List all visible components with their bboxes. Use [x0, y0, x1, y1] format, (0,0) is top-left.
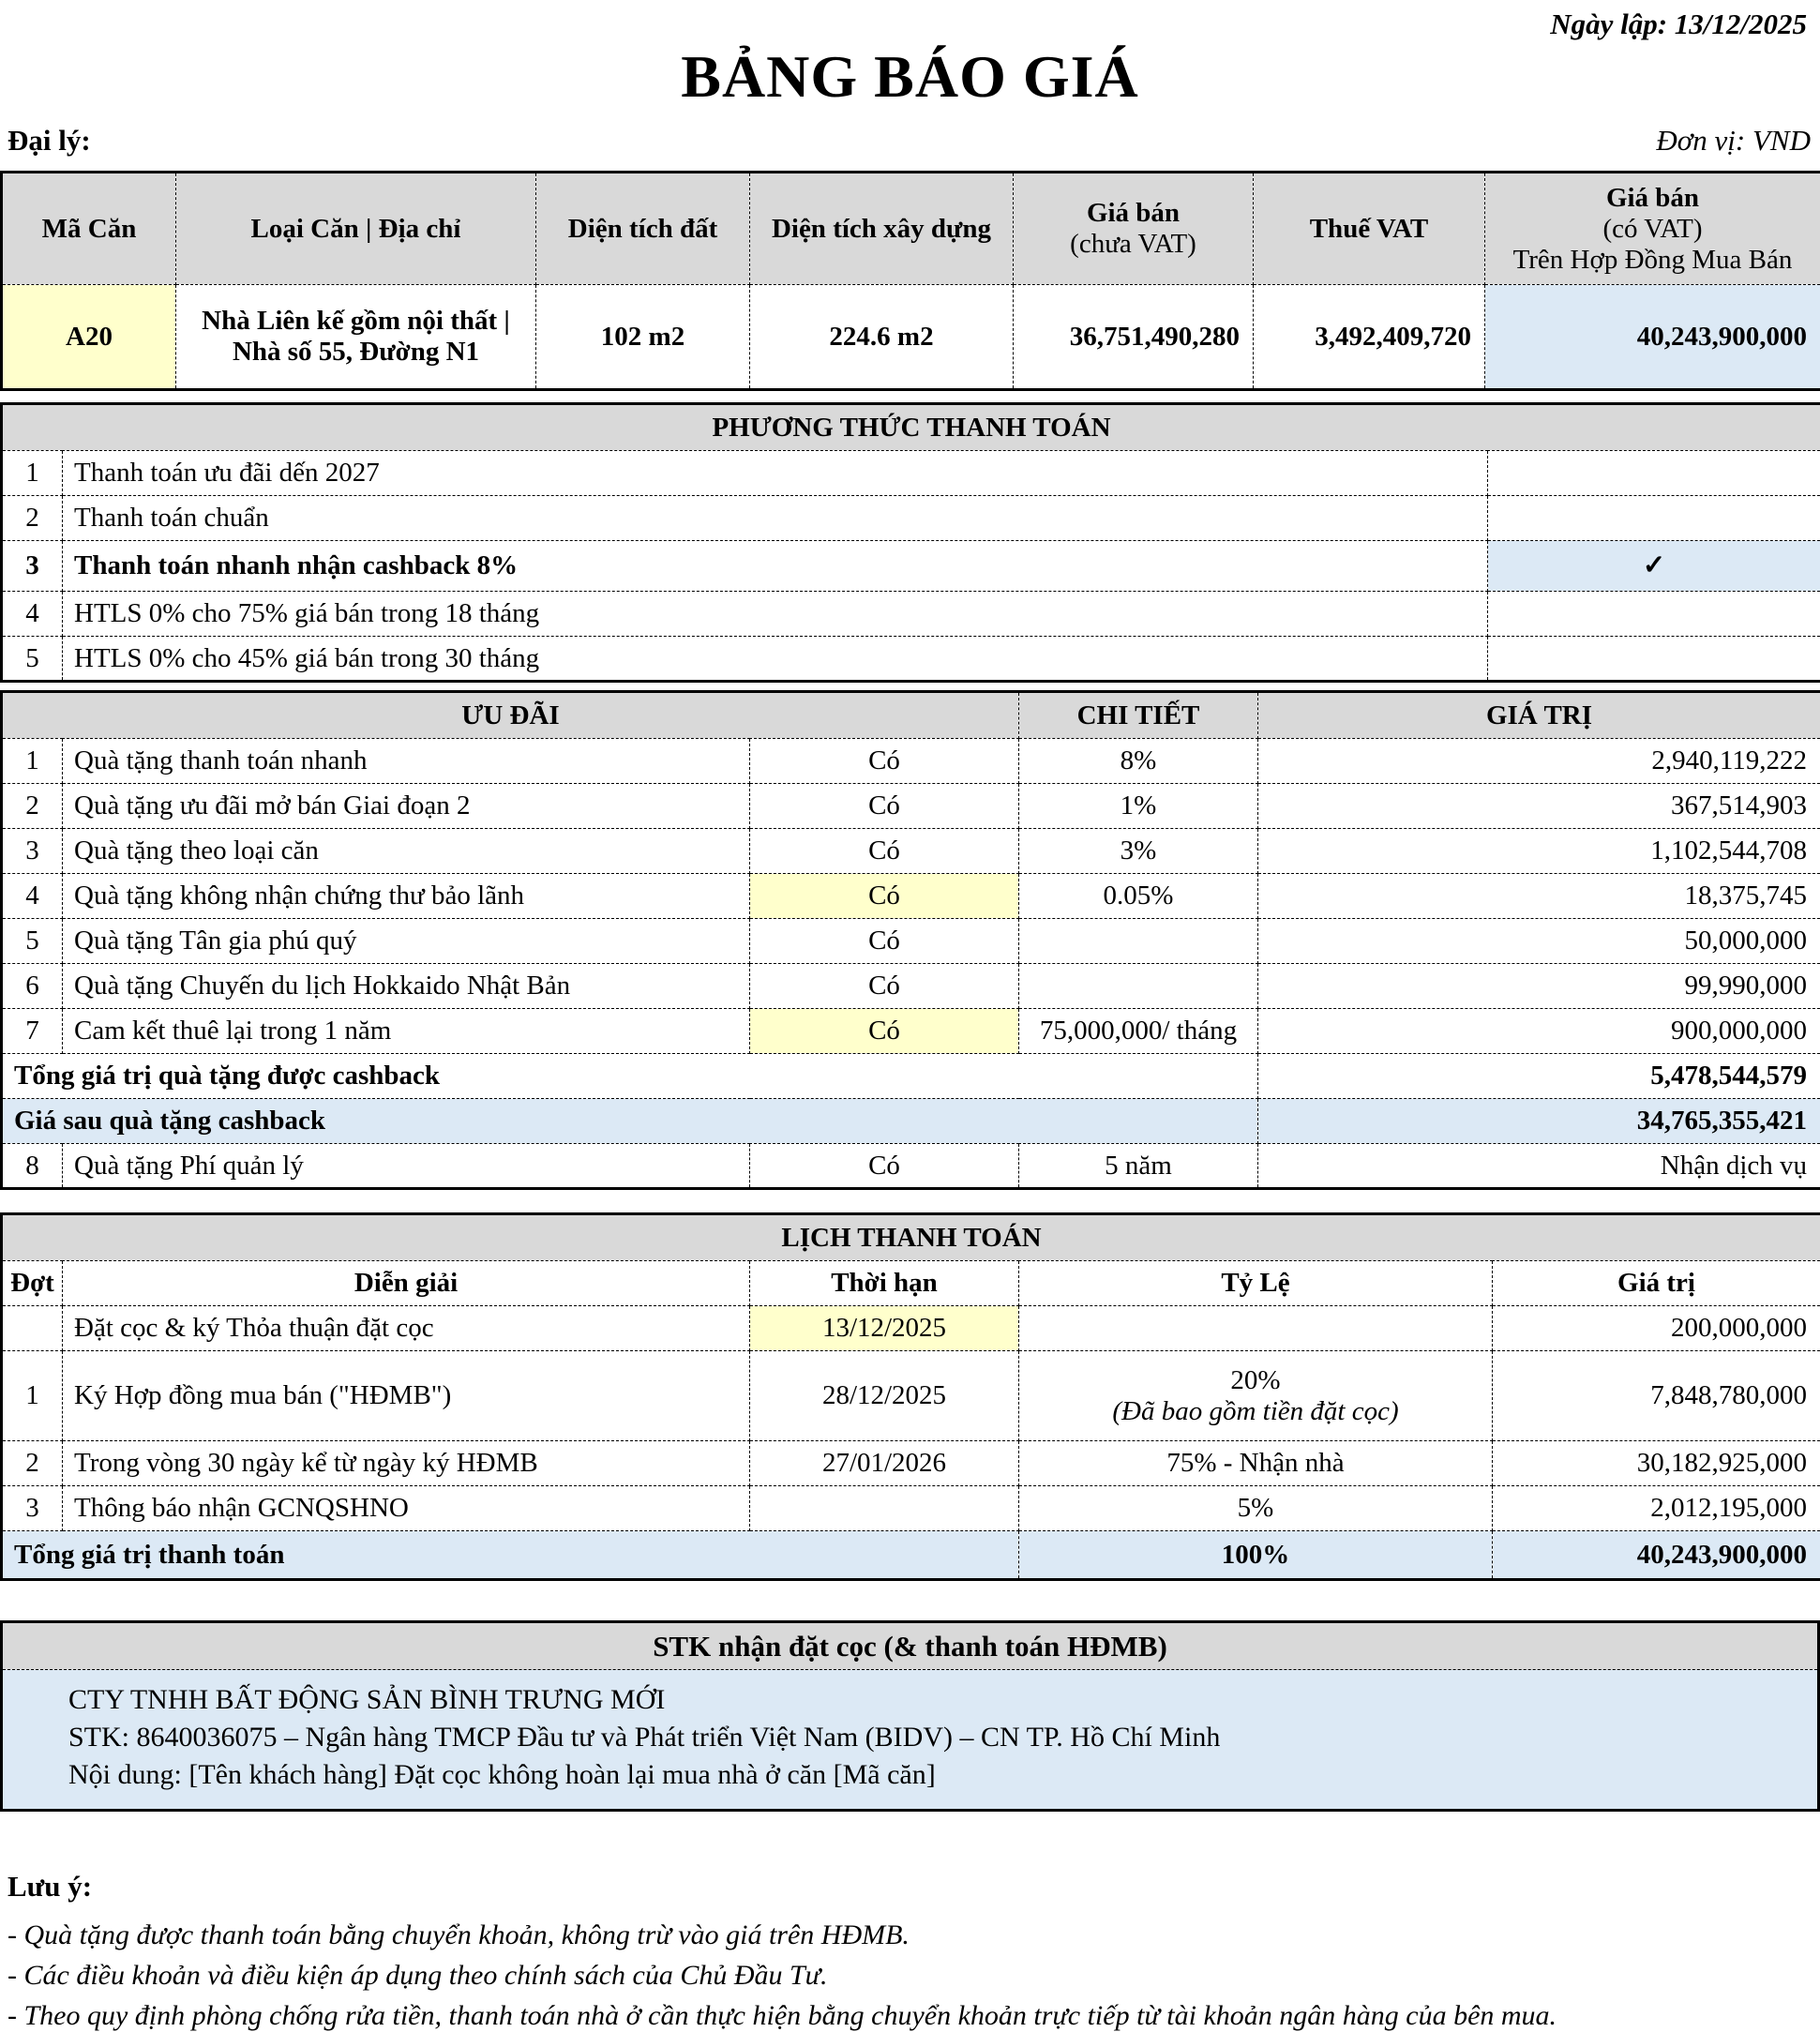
sched-desc: Ký Hợp đồng mua bán ("HĐMB") [63, 1351, 750, 1441]
schedule-header-row [2, 1261, 1820, 1306]
sched-header-dot: Đợt [2, 1261, 63, 1306]
pm-label: HTLS 0% cho 45% giá bán trong 30 tháng [63, 637, 1488, 682]
inc-detail: 5 năm [1019, 1144, 1258, 1189]
pm-label: HTLS 0% cho 75% giá bán trong 18 tháng [63, 592, 1488, 637]
sched-header-rate: Tỷ Lệ [1019, 1261, 1493, 1306]
incentives-value-header: GIÁ TRỊ [1258, 692, 1820, 739]
inc-no: 8 [2, 1144, 63, 1189]
sched-dot: 1 [2, 1351, 63, 1441]
payment-schedule-table [0, 1212, 1820, 1581]
payment-methods-table [0, 402, 1820, 683]
inc-no: 7 [2, 1009, 63, 1054]
vat-cell: 3,492,409,720 [1254, 285, 1485, 390]
inc-value: 900,000,000 [1258, 1009, 1820, 1054]
sched-value: 200,000,000 [1493, 1306, 1820, 1351]
inc-value: 367,514,903 [1258, 784, 1820, 829]
incentives-header-row [2, 692, 1820, 739]
price-after-cashback-row [2, 1099, 1820, 1144]
pm-no: 2 [2, 496, 63, 541]
land-area-cell: 102 m2 [536, 285, 750, 390]
inc-value: 2,940,119,222 [1258, 739, 1820, 784]
property-table [0, 171, 1820, 391]
inc-has: Có [750, 919, 1019, 964]
notes-title: Lưu ý: [8, 1870, 93, 1903]
inc-value: 50,000,000 [1258, 919, 1820, 964]
sched-date: 27/01/2026 [750, 1441, 1019, 1486]
sched-header-desc: Diễn giải [63, 1261, 750, 1306]
inc-has: Có [750, 1144, 1019, 1189]
inc-value: 18,375,745 [1258, 874, 1820, 919]
schedule-row [2, 1441, 1820, 1486]
schedule-total-row [2, 1531, 1820, 1580]
sched-dot [2, 1306, 63, 1351]
incentives-total-label: Tổng giá trị quà tặng được cashback [2, 1054, 1258, 1099]
sched-value: 30,182,925,000 [1493, 1441, 1820, 1486]
schedule-title: LỊCH THANH TOÁN [2, 1214, 1820, 1261]
price-after-cashback-label: Giá sau quà tặng cashback [2, 1099, 1258, 1144]
property-data-row [2, 285, 1820, 390]
inc-label: Quà tặng Phí quản lý [63, 1144, 750, 1189]
inc-detail: 75,000,000/ tháng [1019, 1009, 1258, 1054]
note-item: - Quà tặng được thanh toán bằng chuyển khoản, không trừ vào giá trên HĐMB. [8, 1919, 910, 1950]
page-title: BẢNG BÁO GIÁ [681, 43, 1139, 110]
incentive-row [2, 874, 1820, 919]
incentive-row [2, 829, 1820, 874]
pm-no: 1 [2, 451, 63, 496]
sched-rate: 5% [1019, 1486, 1493, 1531]
sched-rate [1019, 1306, 1493, 1351]
sched-header-date: Thời hạn [750, 1261, 1019, 1306]
sched-value: 2,012,195,000 [1493, 1486, 1820, 1531]
schedule-total-value: 40,243,900,000 [1493, 1531, 1820, 1580]
inc-label: Cam kết thuê lại trong 1 năm [63, 1009, 750, 1054]
sched-rate-note: (Đã bao gồm tiền đặt cọc) [1112, 1395, 1399, 1426]
incentive-row [2, 739, 1820, 784]
inc-detail [1019, 964, 1258, 1009]
inc-detail: 1% [1019, 784, 1258, 829]
pm-no: 4 [2, 592, 63, 637]
sched-date [750, 1486, 1019, 1531]
header-gia-ban-line1: Giá bán [1086, 198, 1181, 228]
note-item: - Theo quy định phòng chống rửa tiền, thanh toán nhà ở cần thực hiện bằng chuyển khoản trực tiếp từ tài khoản ngân hàng của bên mua. [8, 2000, 1557, 2031]
sched-desc: Trong vòng 30 ngày kể từ ngày ký HĐMB [63, 1441, 750, 1486]
meta-row [0, 122, 1820, 159]
sched-value: 7,848,780,000 [1493, 1351, 1820, 1441]
sched-rate-percent: 20% [1230, 1364, 1281, 1395]
sched-dot: 2 [2, 1441, 63, 1486]
incentive-row [2, 1144, 1820, 1189]
sched-desc: Thông báo nhận GCNQSHNO [63, 1486, 750, 1531]
inc-detail: 3% [1019, 829, 1258, 874]
unit-type-line1: Nhà Liên kế gồm nội thất | [202, 306, 510, 336]
inc-has: Có [750, 964, 1019, 1009]
pm-mark-cell [1488, 637, 1820, 682]
sched-rate [1019, 1351, 1493, 1441]
dealer-label: Đại lý: [8, 124, 91, 157]
inc-detail: 8% [1019, 739, 1258, 784]
inc-has: Có [750, 829, 1019, 874]
built-area-cell: 224.6 m2 [750, 285, 1014, 390]
inc-no: 3 [2, 829, 63, 874]
payment-method-row-selected [2, 541, 1820, 592]
payment-method-row [2, 451, 1820, 496]
inc-label: Quà tặng ưu đãi mở bán Giai đoạn 2 [63, 784, 750, 829]
company-name: CTY TNHH BẤT ĐỘNG SẢN BÌNH TRƯNG MỚI [68, 1684, 666, 1715]
incentives-total-row [2, 1054, 1820, 1099]
unit-type-line2: Nhà số 55, Đường N1 [232, 337, 480, 367]
pm-no: 3 [2, 541, 63, 592]
sched-date-highlighted[interactable]: 13/12/2025 [750, 1306, 1019, 1351]
schedule-total-rate: 100% [1019, 1531, 1493, 1580]
pm-label: Thanh toán chuẩn [63, 496, 1488, 541]
sched-header-value: Giá trị [1493, 1261, 1820, 1306]
deposit-account-box [0, 1620, 1820, 1812]
pm-mark-cell [1488, 496, 1820, 541]
inc-value: 1,102,544,708 [1258, 829, 1820, 874]
inc-label: Quà tặng Chuyến du lịch Hokkaido Nhật Bản [63, 964, 750, 1009]
note-item: - Các điều khoản và điều kiện áp dụng theo chính sách của Chủ Đầu Tư. [8, 1960, 828, 1991]
inc-has: Có [750, 784, 1019, 829]
header-ma-can: Mã Căn [2, 173, 176, 285]
pm-no: 5 [2, 637, 63, 682]
incentive-row [2, 919, 1820, 964]
header-thue-vat: Thuế VAT [1254, 173, 1485, 285]
sched-rate: 75% - Nhận nhà [1019, 1441, 1493, 1486]
inc-value: 99,990,000 [1258, 964, 1820, 1009]
quote-date: Ngày lập: 13/12/2025 [1550, 8, 1807, 40]
inc-no: 5 [2, 919, 63, 964]
transfer-note-template: Nội dung: [Tên khách hàng] Đặt cọc không hoàn lại mua nhà ở căn [Mã căn] [68, 1759, 936, 1790]
header-gia-ban-line2: (chưa VAT) [1070, 229, 1196, 259]
deposit-account-details [3, 1670, 1817, 1809]
schedule-row [2, 1486, 1820, 1531]
pm-mark-cell [1488, 451, 1820, 496]
pm-label: Thanh toán ưu đãi dến 2027 [63, 451, 1488, 496]
inc-no: 4 [2, 874, 63, 919]
inc-no: 1 [2, 739, 63, 784]
header-gia-co-vat-line1: Giá bán [1605, 182, 1700, 213]
property-header-row [2, 173, 1820, 285]
pm-label: Thanh toán nhanh nhận cashback 8% [63, 541, 1488, 592]
header-gia-co-vat-line2: (có VAT) [1602, 213, 1703, 244]
inc-no: 2 [2, 784, 63, 829]
schedule-total-label: Tổng giá trị thanh toán [2, 1531, 1019, 1580]
header-loai-can: Loại Căn | Địa chỉ [176, 173, 536, 285]
bank-account-info: STK: 8640036075 – Ngân hàng TMCP Đầu tư và Phát triển Việt Nam (BIDV) – CN TP. Hồ Chí Minh [68, 1722, 1221, 1753]
payment-method-row [2, 592, 1820, 637]
inc-label: Quà tặng Tân gia phú quý [63, 919, 750, 964]
inc-detail [1019, 919, 1258, 964]
header-gia-ban-chua-vat [1014, 173, 1254, 285]
inc-label: Quà tặng theo loại căn [63, 829, 750, 874]
inc-has-highlighted[interactable]: Có [750, 874, 1019, 919]
unit-label: Đơn vị: VND [1656, 124, 1811, 157]
sched-date: 28/12/2025 [750, 1351, 1019, 1441]
price-with-vat-cell: 40,243,900,000 [1485, 285, 1820, 390]
inc-has: Có [750, 739, 1019, 784]
header-dien-tich-xay-dung: Diện tích xây dựng [750, 173, 1014, 285]
incentives-title: ƯU ĐÃI [2, 692, 1019, 739]
incentives-table [0, 690, 1820, 1190]
incentives-total-value: 5,478,544,579 [1258, 1054, 1820, 1099]
deposit-account-title: STK nhận đặt cọc (& thanh toán HĐMB) [3, 1623, 1817, 1670]
unit-type-address-cell [176, 285, 536, 390]
payment-methods-title: PHƯƠNG THỨC THANH TOÁN [2, 404, 1820, 451]
incentive-row [2, 784, 1820, 829]
payment-method-row [2, 496, 1820, 541]
payment-method-selected-checkmark[interactable]: ✓ [1488, 541, 1820, 592]
schedule-row-deposit [2, 1306, 1820, 1351]
sched-dot: 3 [2, 1486, 63, 1531]
incentives-detail-header: CHI TIẾT [1019, 692, 1258, 739]
sched-desc: Đặt cọc & ký Thỏa thuận đặt cọc [63, 1306, 750, 1351]
header-gia-co-vat-line3: Trên Hợp Đồng Mua Bán [1512, 244, 1793, 275]
pm-mark-cell [1488, 592, 1820, 637]
inc-label: Quà tặng không nhận chứng thư bảo lãnh [63, 874, 750, 919]
inc-value: Nhận dịch vụ [1258, 1144, 1820, 1189]
inc-label: Quà tặng thanh toán nhanh [63, 739, 750, 784]
unit-code-cell[interactable]: A20 [2, 285, 176, 390]
price-before-vat-cell: 36,751,490,280 [1014, 285, 1254, 390]
header-dien-tich-dat: Diện tích đất [536, 173, 750, 285]
notes-section [8, 1870, 1820, 2032]
inc-has-highlighted[interactable]: Có [750, 1009, 1019, 1054]
payment-method-row [2, 637, 1820, 682]
price-after-cashback-value: 34,765,355,421 [1258, 1099, 1820, 1144]
inc-detail: 0.05% [1019, 874, 1258, 919]
inc-no: 6 [2, 964, 63, 1009]
incentive-row [2, 964, 1820, 1009]
schedule-row [2, 1351, 1820, 1441]
incentive-row [2, 1009, 1820, 1054]
header-gia-ban-co-vat [1485, 173, 1820, 285]
